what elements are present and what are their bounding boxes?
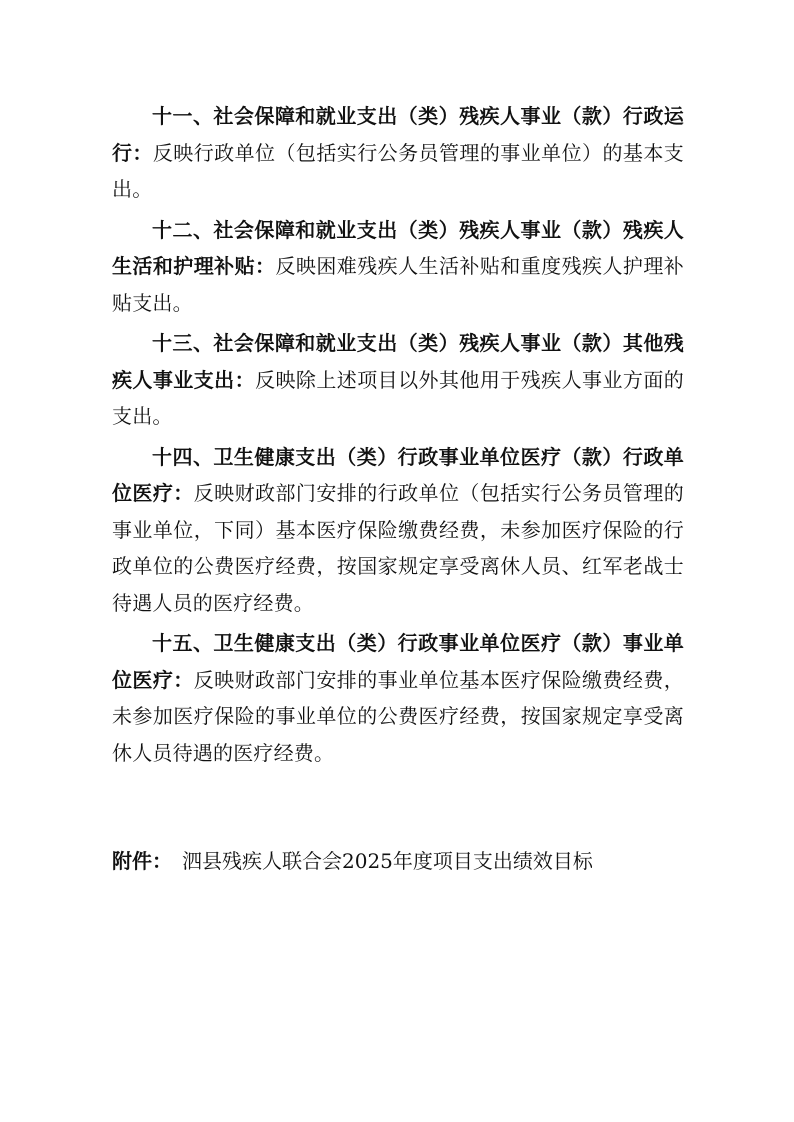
item-13-text: 反映除上述项目以外其他用于残疾人事业方面的支出。 <box>112 367 684 428</box>
item-12-text: 反映困难残疾人生活补贴和重度残疾人护理补贴支出。 <box>112 254 684 315</box>
item-14 <box>112 439 684 622</box>
attachment-line <box>112 843 684 879</box>
item-13-heading: 十三、社会保障和就业支出（类）残疾人事业（款）其他残疾人事业支出： <box>112 331 684 392</box>
item-11 <box>112 98 684 208</box>
item-15-heading: 十五、卫生健康支出（类）行政事业单位医疗（款）事业单位医疗： <box>112 631 684 692</box>
item-14-heading: 十四、卫生健康支出（类）行政事业单位医疗（款）行政单位医疗： <box>112 444 684 505</box>
item-14-text: 反映财政部门安排的行政单位（包括实行公务员管理的事业单位，下同）基本医疗保险缴费经费，未参加医疗保险的行政单位的公费医疗经费，按国家规定享受离休人员、红军老战士待遇人员的医疗经费。 <box>112 481 684 615</box>
attachment-label: 附件： <box>112 849 172 873</box>
item-11-text: 反映行政单位（包括实行公务员管理的事业单位）的基本支出。 <box>112 140 684 201</box>
item-12 <box>112 212 684 322</box>
attachment-title: 泗县残疾人联合会2025年度项目支出绩效目标 <box>182 849 593 873</box>
item-12-heading: 十二、社会保障和就业支出（类）残疾人事业（款）残疾人生活和护理补贴： <box>112 217 684 278</box>
item-11-heading: 十一、社会保障和就业支出（类）残疾人事业（款）行政运行： <box>112 104 684 165</box>
item-13 <box>112 325 684 435</box>
item-15 <box>112 625 684 771</box>
item-15-text: 反映财政部门安排的事业单位基本医疗保险缴费经费，未参加医疗保险的事业单位的公费医疗经费，按国家规定享受离休人员待遇的医疗经费。 <box>112 667 684 765</box>
document-body <box>112 98 684 775</box>
